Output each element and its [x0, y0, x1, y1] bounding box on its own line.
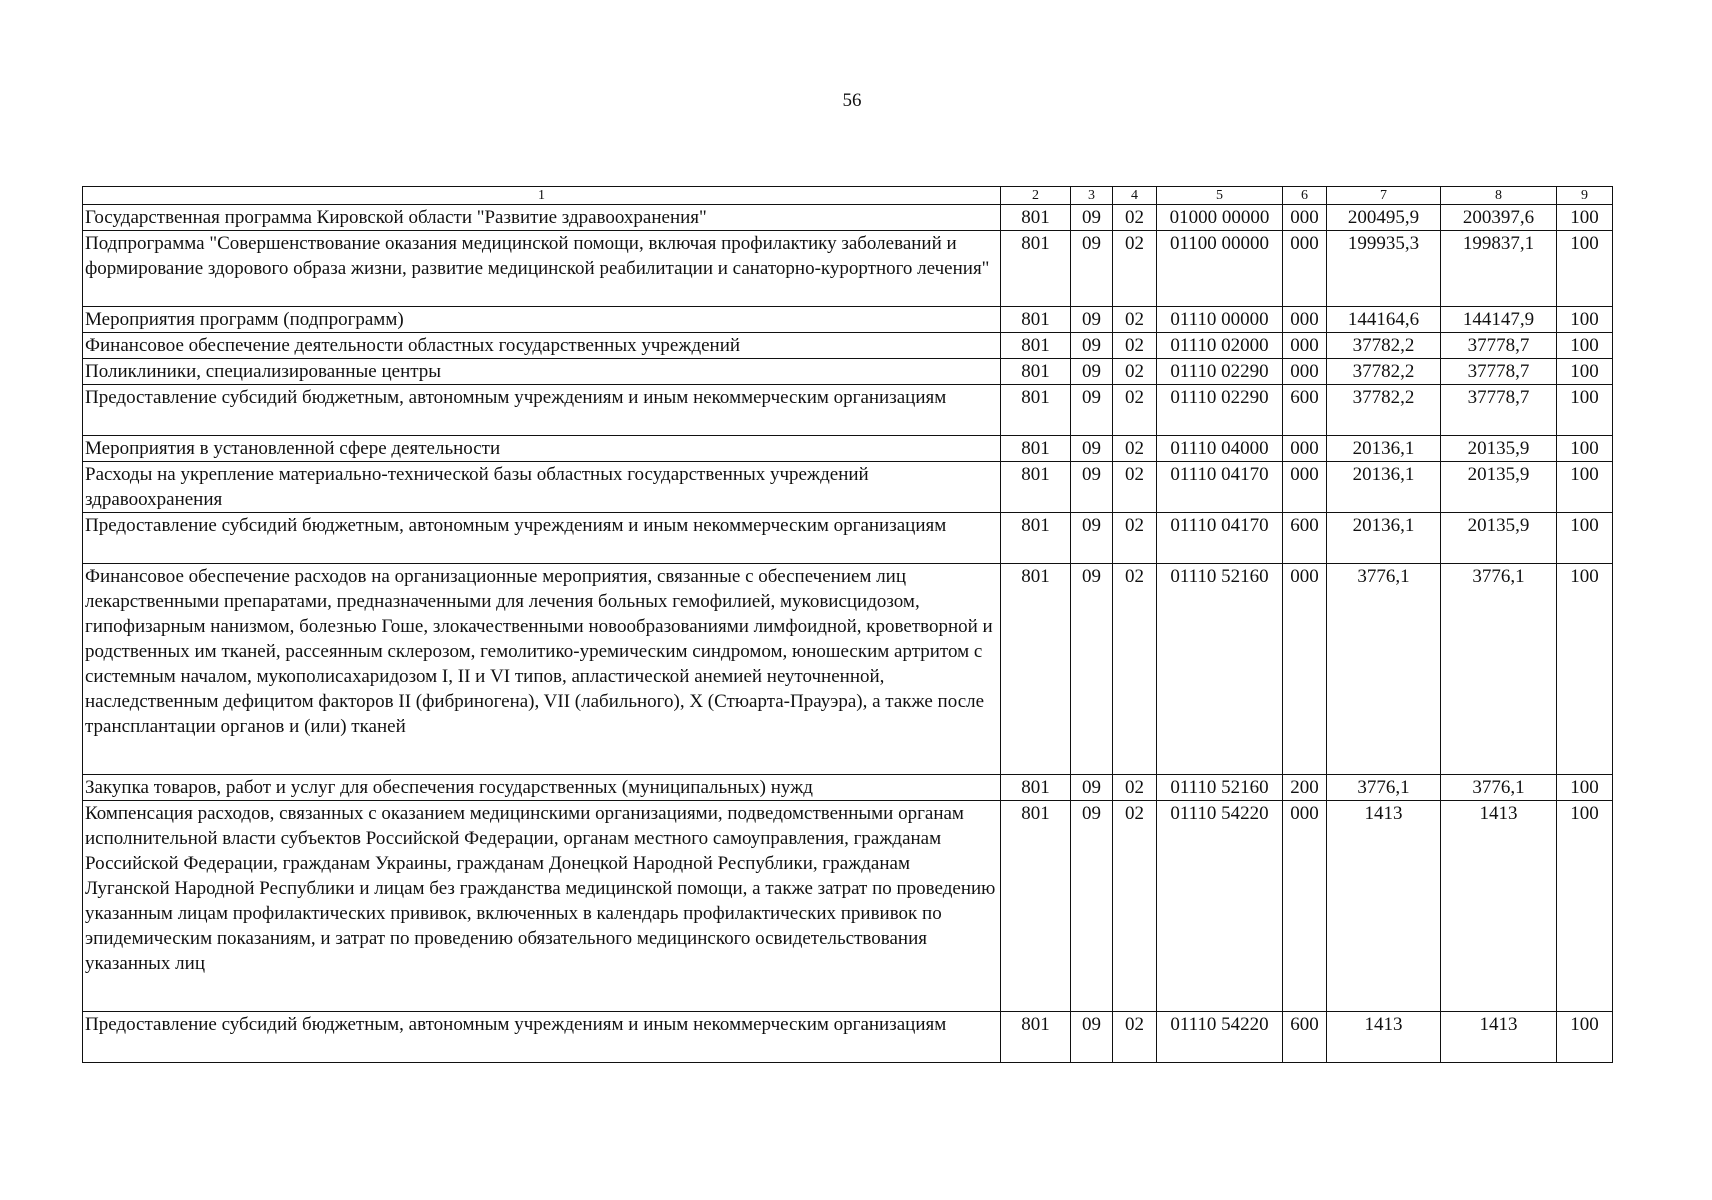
row-col-4: 02	[1113, 205, 1157, 231]
row-col-7: 144164,6	[1327, 307, 1441, 333]
row-description: Поликлиники, специализированные центры	[83, 359, 1001, 385]
row-col-2: 801	[1001, 333, 1071, 359]
row-col-3: 09	[1071, 1012, 1113, 1063]
table-row	[83, 801, 1613, 1012]
row-col-5: 01110 02290	[1157, 359, 1283, 385]
row-col-8: 199837,1	[1441, 231, 1557, 307]
row-col-5: 01110 02290	[1157, 385, 1283, 436]
table-row	[83, 333, 1613, 359]
row-col-9: 100	[1557, 462, 1613, 513]
row-col-9: 100	[1557, 205, 1613, 231]
column-number-row	[83, 187, 1613, 205]
row-col-6: 600	[1283, 1012, 1327, 1063]
row-col-6: 000	[1283, 436, 1327, 462]
row-col-7: 1413	[1327, 801, 1441, 1012]
row-col-9: 100	[1557, 231, 1613, 307]
row-col-3: 09	[1071, 462, 1113, 513]
row-col-6: 200	[1283, 775, 1327, 801]
row-col-8: 3776,1	[1441, 564, 1557, 775]
column-header: 1	[83, 187, 1001, 205]
column-header: 5	[1157, 187, 1283, 205]
row-description: Мероприятия программ (подпрограмм)	[83, 307, 1001, 333]
row-col-6: 000	[1283, 564, 1327, 775]
row-col-2: 801	[1001, 1012, 1071, 1063]
row-col-4: 02	[1113, 1012, 1157, 1063]
table-row	[83, 462, 1613, 513]
row-description: Предоставление субсидий бюджетным, автономным учреждениям и иным некоммерческим организациям	[83, 513, 1001, 564]
table-row	[83, 385, 1613, 436]
row-col-5: 01110 00000	[1157, 307, 1283, 333]
budget-table	[82, 186, 1613, 1063]
row-col-9: 100	[1557, 436, 1613, 462]
row-col-9: 100	[1557, 775, 1613, 801]
column-header: 6	[1283, 187, 1327, 205]
column-header: 4	[1113, 187, 1157, 205]
row-col-5: 01110 54220	[1157, 801, 1283, 1012]
row-description: Государственная программа Кировской области "Развитие здравоохранения"	[83, 205, 1001, 231]
row-col-3: 09	[1071, 205, 1113, 231]
row-col-8: 3776,1	[1441, 775, 1557, 801]
row-col-2: 801	[1001, 513, 1071, 564]
row-col-7: 37782,2	[1327, 359, 1441, 385]
row-col-5: 01110 04170	[1157, 462, 1283, 513]
row-col-8: 37778,7	[1441, 385, 1557, 436]
page-number: 56	[842, 90, 862, 111]
row-col-6: 000	[1283, 359, 1327, 385]
column-header: 7	[1327, 187, 1441, 205]
row-col-4: 02	[1113, 775, 1157, 801]
row-col-6: 600	[1283, 385, 1327, 436]
row-col-8: 200397,6	[1441, 205, 1557, 231]
row-col-7: 37782,2	[1327, 385, 1441, 436]
row-col-6: 000	[1283, 462, 1327, 513]
row-col-8: 37778,7	[1441, 359, 1557, 385]
row-col-8: 20135,9	[1441, 462, 1557, 513]
row-col-7: 20136,1	[1327, 462, 1441, 513]
row-col-9: 100	[1557, 333, 1613, 359]
row-col-4: 02	[1113, 231, 1157, 307]
row-col-2: 801	[1001, 462, 1071, 513]
row-description: Закупка товаров, работ и услуг для обеспечения государственных (муниципальных) нужд	[83, 775, 1001, 801]
row-col-9: 100	[1557, 564, 1613, 775]
row-description: Финансовое обеспечение деятельности областных государственных учреждений	[83, 333, 1001, 359]
row-col-7: 199935,3	[1327, 231, 1441, 307]
row-col-9: 100	[1557, 385, 1613, 436]
row-col-6: 600	[1283, 513, 1327, 564]
row-col-7: 20136,1	[1327, 436, 1441, 462]
table-row	[83, 359, 1613, 385]
row-col-4: 02	[1113, 359, 1157, 385]
row-col-6: 000	[1283, 231, 1327, 307]
table-row	[83, 1012, 1613, 1063]
row-col-7: 37782,2	[1327, 333, 1441, 359]
row-col-6: 000	[1283, 801, 1327, 1012]
table-row	[83, 436, 1613, 462]
row-col-9: 100	[1557, 513, 1613, 564]
column-header: 9	[1557, 187, 1613, 205]
row-col-9: 100	[1557, 307, 1613, 333]
row-description: Финансовое обеспечение расходов на организационные мероприятия, связанные с обеспечением лиц лекарственными препаратами, предназначенными для лечения больных гемофилией, муковисцидозом, гипофизарным нанизмом, болезнью Гоше, злокачественными новообразованиями лимфоидной, кроветворной и родственных им тканей, рассеянным склерозом, гемолитико-уремическим синдромом, юношеским артритом с системным началом, мукополисахаридозом I, II и VI типов, апластической анемией неуточненной, наследственным дефицитом факторов II (фибриногена), VII (лабильного), X (Стюарта-Прауэра), а также после трансплантации органов и (или) тканей	[83, 564, 1001, 775]
row-col-5: 01110 52160	[1157, 775, 1283, 801]
row-col-7: 3776,1	[1327, 564, 1441, 775]
row-col-7: 3776,1	[1327, 775, 1441, 801]
row-col-4: 02	[1113, 462, 1157, 513]
row-col-4: 02	[1113, 801, 1157, 1012]
row-col-3: 09	[1071, 436, 1113, 462]
table-row	[83, 775, 1613, 801]
row-col-3: 09	[1071, 801, 1113, 1012]
row-description: Предоставление субсидий бюджетным, автономным учреждениям и иным некоммерческим организациям	[83, 1012, 1001, 1063]
row-col-9: 100	[1557, 801, 1613, 1012]
column-header: 3	[1071, 187, 1113, 205]
table-row	[83, 513, 1613, 564]
row-col-7: 1413	[1327, 1012, 1441, 1063]
row-description: Расходы на укрепление материально-технической базы областных государственных учреждений здравоохранения	[83, 462, 1001, 513]
row-col-3: 09	[1071, 359, 1113, 385]
row-col-6: 000	[1283, 307, 1327, 333]
row-col-8: 37778,7	[1441, 333, 1557, 359]
row-col-3: 09	[1071, 231, 1113, 307]
row-description: Предоставление субсидий бюджетным, автономным учреждениям и иным некоммерческим организациям	[83, 385, 1001, 436]
row-col-4: 02	[1113, 513, 1157, 564]
row-col-3: 09	[1071, 513, 1113, 564]
row-col-2: 801	[1001, 307, 1071, 333]
row-col-2: 801	[1001, 436, 1071, 462]
row-col-8: 20135,9	[1441, 513, 1557, 564]
row-col-9: 100	[1557, 359, 1613, 385]
row-col-5: 01000 00000	[1157, 205, 1283, 231]
row-col-3: 09	[1071, 333, 1113, 359]
row-col-7: 20136,1	[1327, 513, 1441, 564]
row-col-3: 09	[1071, 564, 1113, 775]
row-col-2: 801	[1001, 205, 1071, 231]
row-col-2: 801	[1001, 564, 1071, 775]
row-col-4: 02	[1113, 385, 1157, 436]
row-col-5: 01110 02000	[1157, 333, 1283, 359]
row-col-8: 1413	[1441, 801, 1557, 1012]
row-col-2: 801	[1001, 231, 1071, 307]
table-row	[83, 205, 1613, 231]
row-description: Компенсация расходов, связанных с оказанием медицинскими организациями, подведомственными органам исполнительной власти субъектов Российской Федерации, органам местного самоуправления, гражданам Российской Федерации, гражданам Украины, гражданам Донецкой Народной Республики, гражданам Луганской Народной Республики и лицам без гражданства медицинской помощи, а также затрат по проведению указанным лицам профилактических прививок, включенных в календарь профилактических прививок по эпидемическим показаниям, и затрат по проведению обязательного медицинского освидетельствования указанных лиц	[83, 801, 1001, 1012]
row-description: Подпрограмма "Совершенствование оказания медицинской помощи, включая профилактику заболеваний и формирование здорового образа жизни, развитие медицинской реабилитации и санаторно-курортного лечения"	[83, 231, 1001, 307]
row-col-5: 01110 54220	[1157, 1012, 1283, 1063]
row-col-8: 144147,9	[1441, 307, 1557, 333]
row-col-2: 801	[1001, 359, 1071, 385]
row-col-5: 01110 52160	[1157, 564, 1283, 775]
row-col-2: 801	[1001, 775, 1071, 801]
table-row	[83, 564, 1613, 775]
column-header: 8	[1441, 187, 1557, 205]
row-col-3: 09	[1071, 385, 1113, 436]
row-col-8: 20135,9	[1441, 436, 1557, 462]
row-col-9: 100	[1557, 1012, 1613, 1063]
row-col-5: 01100 00000	[1157, 231, 1283, 307]
row-col-4: 02	[1113, 307, 1157, 333]
row-description: Мероприятия в установленной сфере деятельности	[83, 436, 1001, 462]
row-col-4: 02	[1113, 333, 1157, 359]
row-col-5: 01110 04170	[1157, 513, 1283, 564]
table-row	[83, 307, 1613, 333]
row-col-2: 801	[1001, 801, 1071, 1012]
row-col-4: 02	[1113, 436, 1157, 462]
row-col-3: 09	[1071, 775, 1113, 801]
column-header: 2	[1001, 187, 1071, 205]
row-col-6: 000	[1283, 333, 1327, 359]
table-row	[83, 231, 1613, 307]
row-col-3: 09	[1071, 307, 1113, 333]
row-col-2: 801	[1001, 385, 1071, 436]
row-col-5: 01110 04000	[1157, 436, 1283, 462]
row-col-6: 000	[1283, 205, 1327, 231]
row-col-4: 02	[1113, 564, 1157, 775]
row-col-8: 1413	[1441, 1012, 1557, 1063]
row-col-7: 200495,9	[1327, 205, 1441, 231]
